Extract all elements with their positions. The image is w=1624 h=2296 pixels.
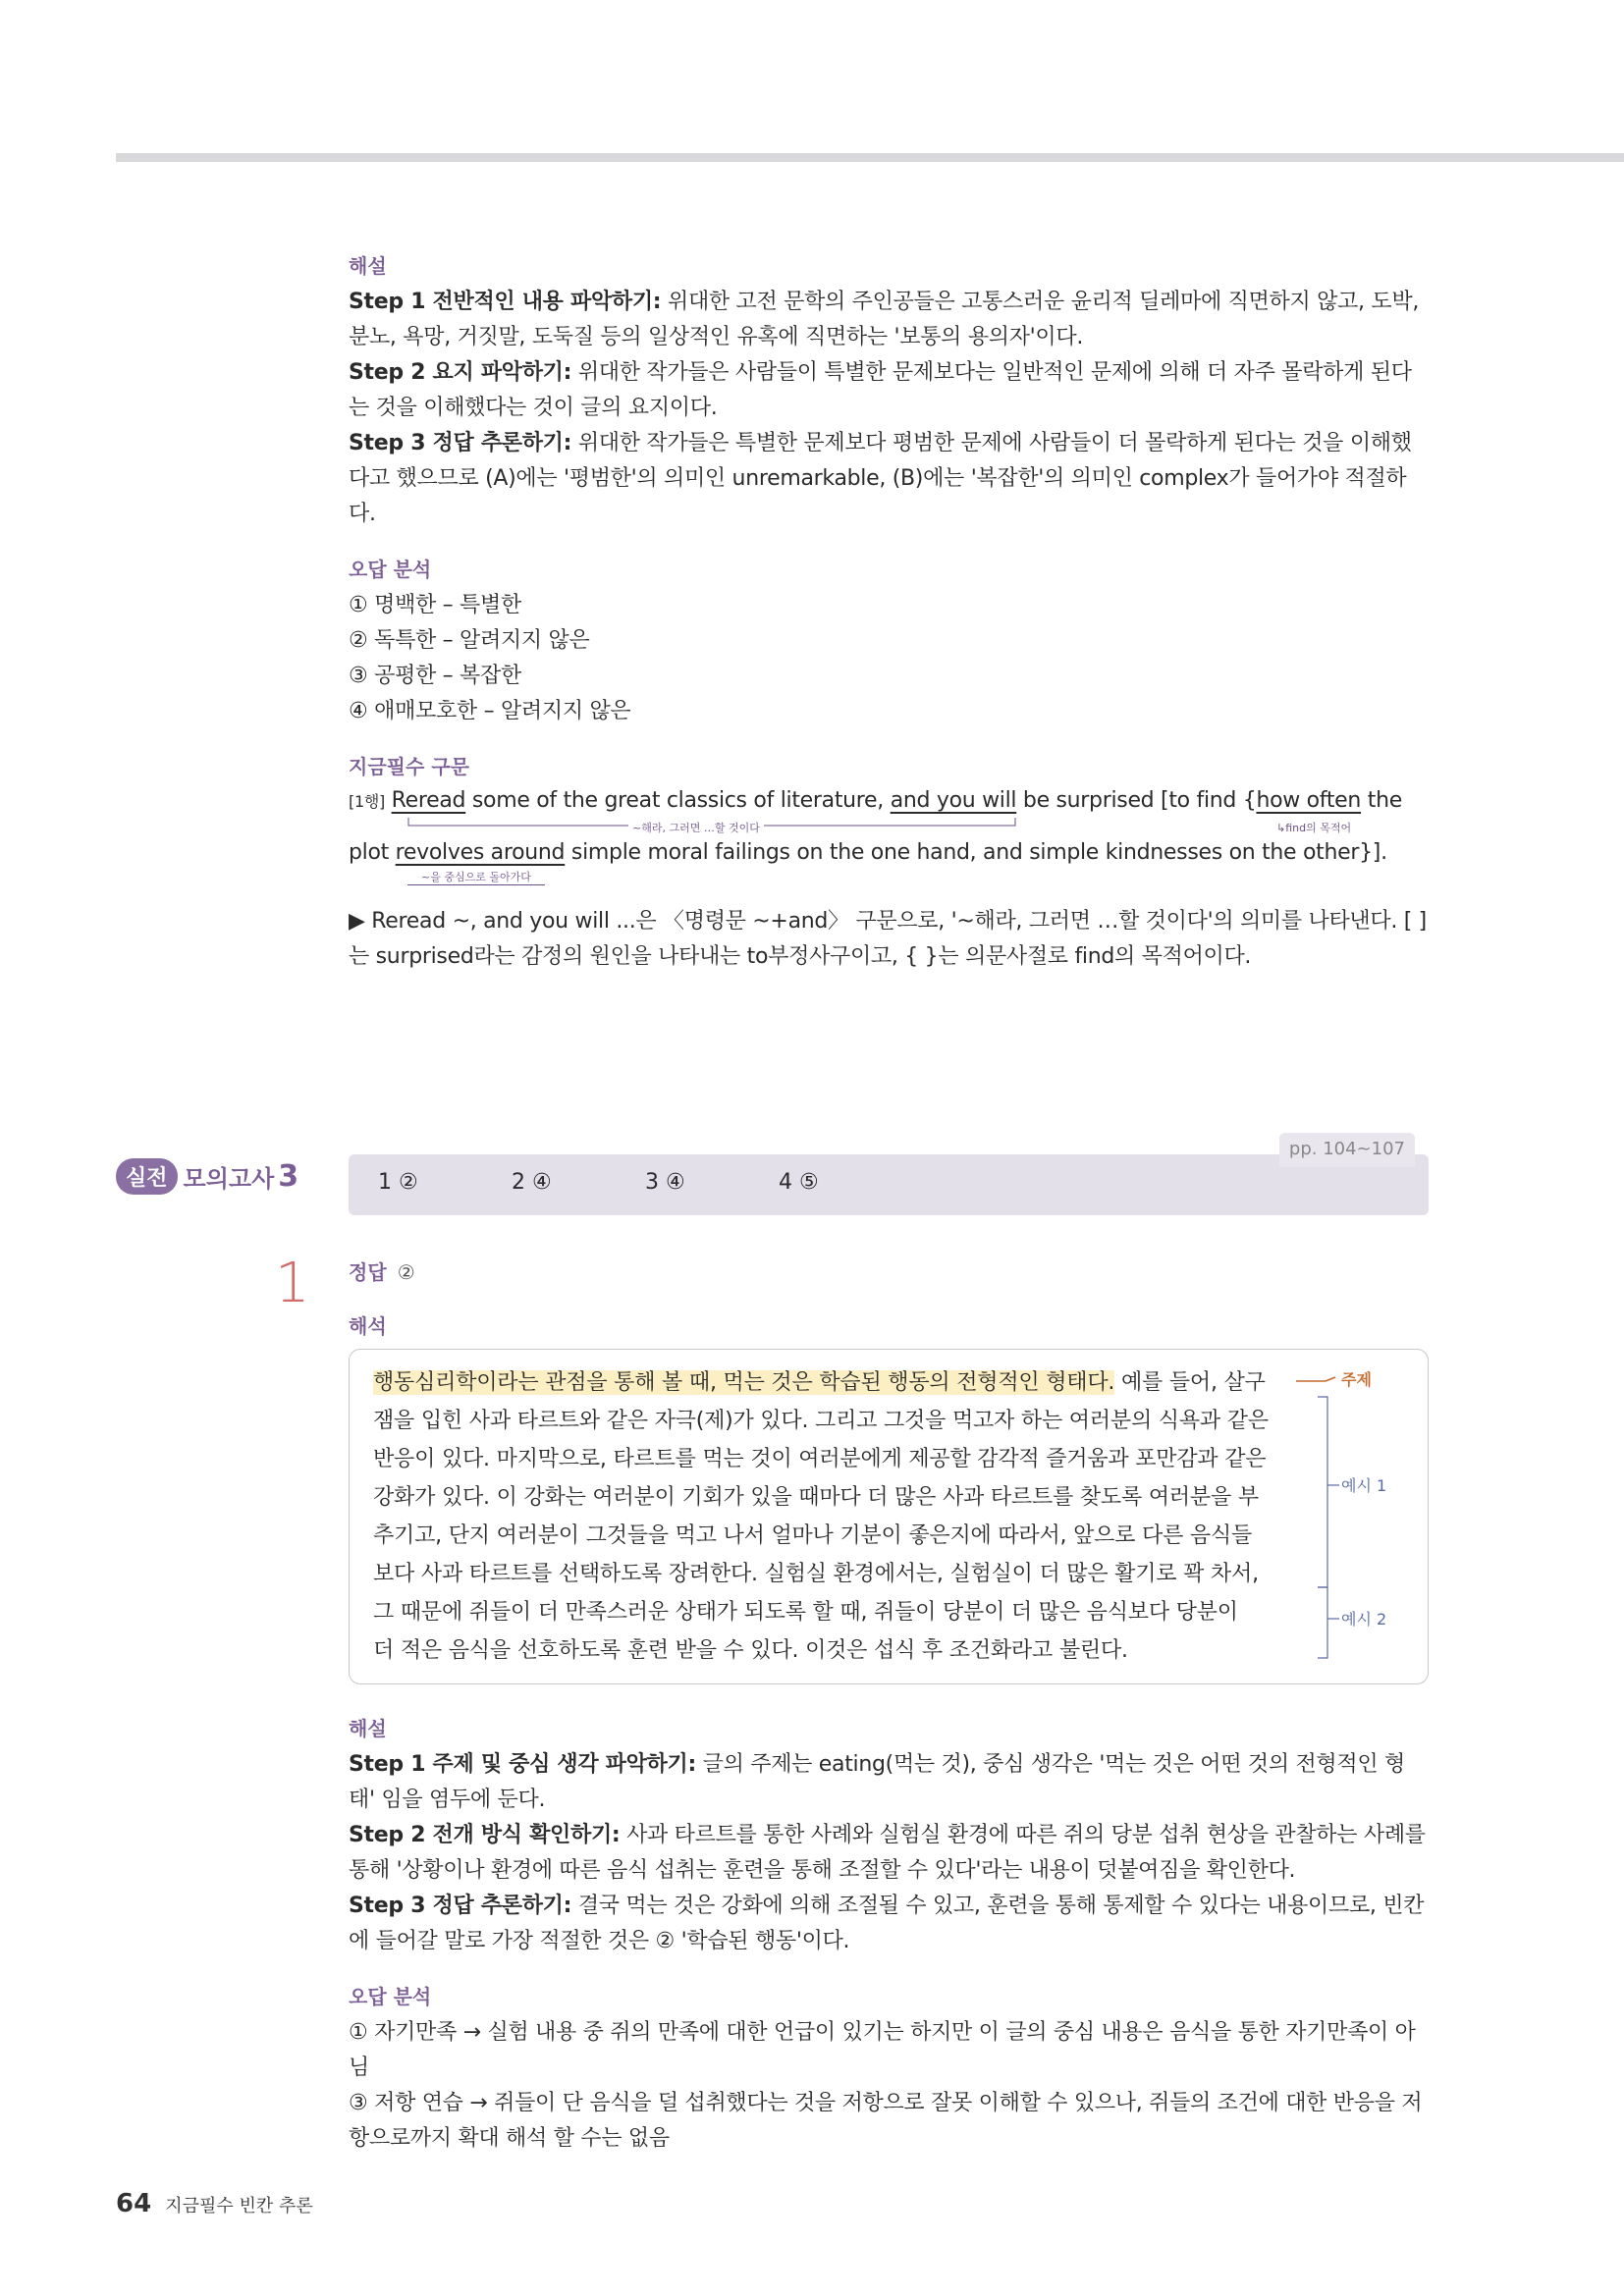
translation-heading-wrap <box>349 1310 1429 1345</box>
translation-box <box>349 1349 1429 1684</box>
step-3 <box>349 426 1429 532</box>
wrong-item: ③ 저항 연습 → 쥐들이 단 음식을 덜 섭취했다는 것을 저항으로 잘못 이해할 수 있으나, 쥐들의 조건에 대한 반응을 저항으로까지 확대 해석 할 수는 없음 <box>349 2091 1423 2151</box>
syntax-token: be surprised [to find { <box>1016 788 1257 813</box>
syntax-token: some of the great classics of literature, <box>465 788 891 813</box>
wrong-answer-analysis <box>349 554 1429 729</box>
answer-item: 3 ④ <box>645 1170 685 1195</box>
syntax-explanation: ▶ Reread ~, and you will ...은 〈명령문 ~+and〉 구문으로, '~해라, 그러면 …할 것이다'의 의미를 나타낸다. [ ]는 surprised라는 감정의 원인을 나타내는 to부정사구이고, { }는 의문사절로 find의 목적어이다. <box>349 909 1427 969</box>
answer-item: 2 ④ <box>512 1170 552 1195</box>
syntax-token: simple moral failings on the one hand, and simple kindnesses on the other}]. <box>565 840 1387 865</box>
answer-bar <box>349 1139 1429 1215</box>
translation-line: 추기고, 단지 여러분이 그것들을 먹고 나서 얼마나 기분이 좋은지에 따라서, 앞으로 다른 음식들 <box>373 1523 1253 1548</box>
translation-line: 잼을 입힌 사과 타르트와 같은 자극(제)가 있다. 그리고 그것을 먹고자 하는 여러분의 식욕과 같은 <box>373 1409 1269 1433</box>
section-heading: 지금필수 구문 <box>349 755 469 778</box>
step-text: 사과 타르트를 통한 사례와 실험실 환경에 따른 쥐의 당분 섭취 현상을 관찰하는 사례를 통해 '상황이나 환경에 따른 음식 섭취는 훈련을 통해 조절할 수 있다'라는 내용이 덧붙여짐을 확인한다. <box>349 1823 1426 1883</box>
step-label: Step 1 전반적인 내용 파악하기: <box>349 290 662 314</box>
line-text: 예를 들어, 살구 <box>1114 1370 1266 1395</box>
book-title: 지금필수 빈칸 추론 <box>165 2196 313 2216</box>
answer-line <box>349 1256 1429 1285</box>
step-label: Step 1 주제 및 중심 생각 파악하기: <box>349 1752 696 1777</box>
syntax-note: ~을 중심으로 돌아가다 <box>407 869 545 885</box>
translation-text <box>373 1363 1291 1670</box>
step-3 <box>349 1889 1429 1959</box>
translation-line: 반응이 있다. 마지막으로, 타르트를 먹는 것이 여러분에게 제공할 감각적 즐거움과 포만감과 같은 <box>373 1447 1267 1471</box>
answer-value: ② <box>397 1260 415 1284</box>
explanation-section <box>349 250 1429 975</box>
syntax-section <box>349 751 1429 975</box>
syntax-notes-2 <box>349 869 1429 890</box>
translation-line: 그 때문에 쥐들이 더 만족스러운 상태가 되도록 할 때, 쥐들이 당분이 더 많은 음식보다 당분이 <box>373 1600 1238 1625</box>
exam-label: 모의고사 <box>183 1164 275 1193</box>
syntax-note-text: find의 목적어 <box>1285 822 1352 834</box>
step-label: Step 2 요지 파악하기: <box>349 360 572 385</box>
step-text: 위대한 작가들은 특별한 문제보다 평범한 문제에 사람들이 더 몰락하게 된다는 것을 이해했다고 했으므로 (A)에는 '평범한'의 의미인 unremarkable, (B)에는 '복잡한'의 의미인 complex가 들어가야 적절하다. <box>349 431 1412 526</box>
wrong-item: ① 명백한 – 특별한 <box>349 593 521 617</box>
question-number: 1 <box>275 1252 310 1315</box>
section-heading: 오답 분석 <box>349 1985 432 2008</box>
page-range: pp. 104~107 <box>1279 1133 1415 1167</box>
step-label: Step 2 전개 방식 확인하기: <box>349 1823 621 1847</box>
exam-number: 3 <box>278 1158 299 1194</box>
step-1 <box>349 1747 1429 1818</box>
top-rule <box>116 153 1624 162</box>
wrong-item: ① 자기만족 → 실험 내용 중 쥐의 만족에 대한 언급이 있기는 하지만 이 글의 중심 내용은 음식을 통한 자기만족이 아님 <box>349 2020 1416 2080</box>
answer-heading: 정답 <box>349 1260 387 1284</box>
answer-item: 1 ② <box>378 1170 418 1195</box>
translation-line: 더 적은 음식을 선호하도록 훈련 받을 수 있다. 이것은 섭식 후 조건화라고 불린다. <box>373 1638 1128 1663</box>
syntax-line-1 <box>349 785 1429 818</box>
syntax-notes-1 <box>349 818 1429 837</box>
syntax-token: and you will <box>890 788 1017 813</box>
translation-line: 강화가 있다. 이 강화는 여러분이 기회가 있을 때마다 더 많은 사과 타르트를 찾도록 여러분을 부 <box>373 1485 1259 1510</box>
step-text: 글의 주제는 eating(먹는 것), 중심 생각은 '먹는 것은 어떤 것의 전형적인 형태' 임을 염두에 둔다. <box>349 1752 1405 1812</box>
exam-badge <box>116 1156 298 1196</box>
syntax-note: ↳find의 목적어 <box>1276 822 1352 834</box>
step-2 <box>349 355 1429 426</box>
side-topic: 주제 <box>1341 1370 1372 1389</box>
wrong-item: ④ 애매모호한 – 알려지지 않은 <box>349 699 631 723</box>
section-heading: 오답 분석 <box>349 558 432 581</box>
syntax-token: the <box>1361 788 1402 813</box>
side-example-2: 예시 2 <box>1341 1610 1387 1629</box>
line-tag: [1행] <box>349 792 385 811</box>
wrong-item: ③ 공평한 – 복잡한 <box>349 664 521 688</box>
translation-line: 보다 사과 타르트를 선택하도록 장려한다. 실험실 환경에서는, 실험실이 더 많은 활기로 꽉 차서, <box>373 1562 1259 1586</box>
answer-item: 4 ⑤ <box>779 1170 819 1195</box>
syntax-token: revolves around <box>395 840 566 865</box>
syntax-note: ~해라, 그러면 …할 것이다 <box>628 820 764 835</box>
section-heading: 해석 <box>349 1314 387 1338</box>
answer-list <box>378 1170 912 1195</box>
section-heading: 해설 <box>349 1717 387 1740</box>
step-text: 결국 먹는 것은 강화에 의해 조절될 수 있고, 훈련을 통해 통제할 수 있다는 내용이므로, 빈칸에 들어갈 말로 가장 적절한 것은 ② '학습된 행동'이다. <box>349 1894 1425 1953</box>
syntax-token: plot <box>349 840 396 865</box>
topic-highlight: 행동심리학이라는 관점을 통해 볼 때, 먹는 것은 학습된 행동의 전형적인 형태다. <box>373 1370 1115 1395</box>
syntax-line-2 <box>349 837 1429 869</box>
syntax-token: Reread <box>391 788 466 813</box>
step-text: 위대한 작가들은 사람들이 특별한 문제보다는 일반적인 문제에 의해 더 자주 몰락하게 된다는 것을 이해했다는 것이 글의 요지이다. <box>349 360 1412 420</box>
translation-line <box>373 1363 1291 1402</box>
side-example-1: 예시 1 <box>1341 1476 1387 1495</box>
step-label: Step 3 정답 추론하기: <box>349 1894 572 1918</box>
exam-pill: 실전 <box>116 1158 178 1195</box>
syntax-token: how often <box>1256 788 1362 813</box>
step-label: Step 3 정답 추론하기: <box>349 431 572 455</box>
step-2 <box>349 1818 1429 1889</box>
q1-explanation <box>349 1713 1429 2157</box>
wrong-item: ② 독특한 – 알려지지 않은 <box>349 628 590 653</box>
page-number: 64 <box>116 2189 152 2218</box>
step-text: 위대한 고전 문학의 주인공들은 고통스러운 윤리적 딜레마에 직면하지 않고, 도박, 분노, 욕망, 거짓말, 도둑질 등의 일상적인 유혹에 직면하는 '보통의 용의자'이다. <box>349 290 1420 349</box>
page-footer <box>116 2189 313 2218</box>
step-1 <box>349 285 1429 355</box>
section-heading: 해설 <box>349 254 387 278</box>
wrong-answer-analysis <box>349 1981 1429 2157</box>
